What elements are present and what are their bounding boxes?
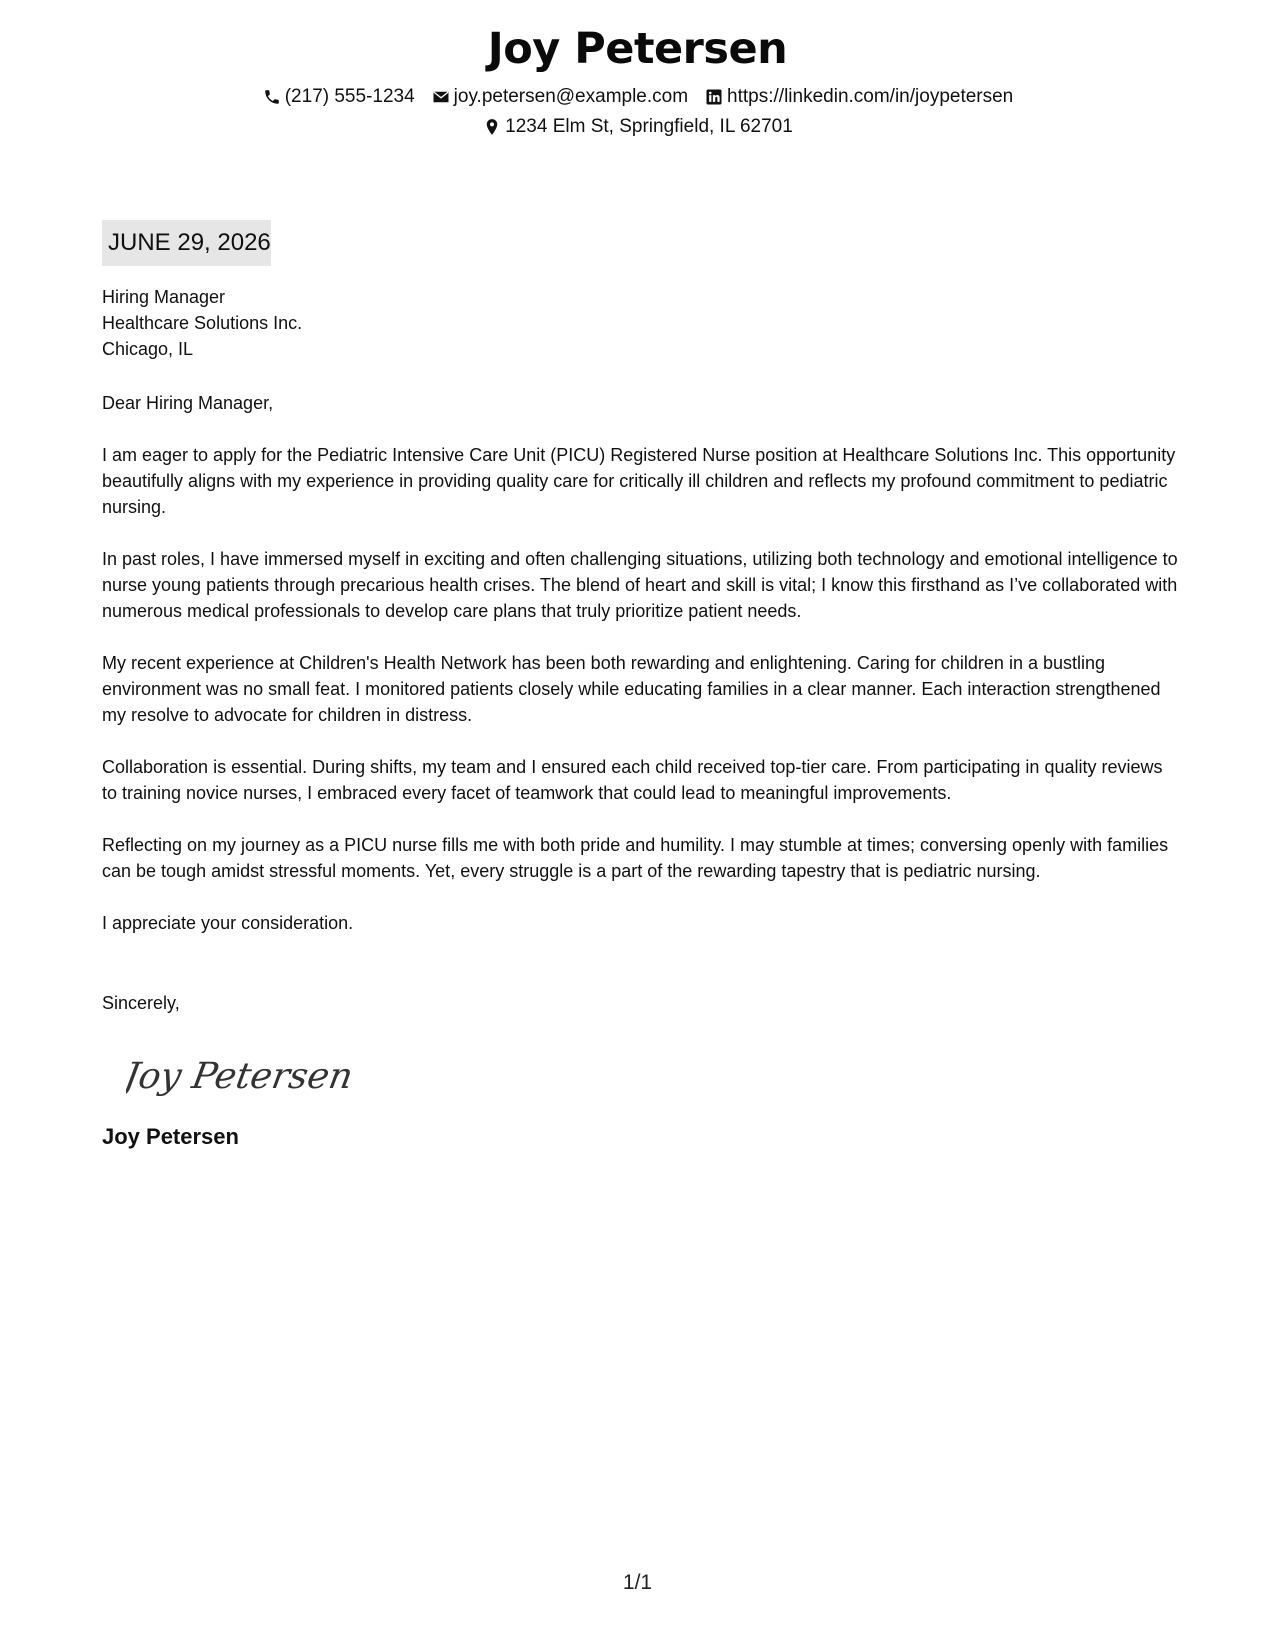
signoff: Sincerely, — [102, 993, 180, 1013]
recipient-location: Chicago, IL — [102, 339, 194, 359]
phone-icon — [262, 87, 282, 107]
applicant-name: Joy Petersen — [487, 24, 788, 74]
letter-header — [0, 20, 1275, 142]
recipient-title: Hiring Manager — [102, 287, 226, 307]
page-number: 1/1 — [622, 1571, 653, 1594]
closing-thanks: I appreciate your consideration. — [102, 913, 354, 933]
phone-text: (217) 555-1234 — [284, 86, 415, 107]
recipient-block — [102, 284, 1182, 362]
address-text: 1234 Elm St, Springfield, IL 62701 — [505, 116, 793, 137]
envelope-icon — [431, 87, 451, 107]
paragraph: I am eager to apply for the Pediatric Intensive Care Unit (PICU) Registered Nurse position at Healthcare Solutions Inc. This opportunity beautifully aligns with my experience in providing quality care for critically ill children and reflects my profound commitment to pediatric nursing. — [102, 445, 1176, 517]
paragraph: Reflecting on my journey as a PICU nurse fills me with both pride and humility. I may stumble at times; conversing openly with families can be tough amidst stressful moments. Yet, every struggle is a part of the rewarding tapestry that is pediatric nursing. — [102, 835, 1169, 881]
contact-row — [0, 82, 1275, 112]
linkedin-icon — [704, 87, 724, 107]
email-text[interactable]: joy.petersen@example.com — [453, 86, 689, 107]
linkedin-contact[interactable] — [704, 82, 1013, 112]
paragraph: My recent experience at Children's Health Network has been both rewarding and enlightening. Caring for children in a bustling environment was no small feat. I monitored patients closely while educating families in a clear manner. Each interaction strengthened my resolve to advocate for children in distress. — [102, 653, 1161, 725]
letter-date: JUNE 29, 2026 — [102, 220, 271, 266]
paragraph: In past roles, I have immersed myself in exciting and often challenging situations, utilizing both technology and emotional intelligence to nurse young patients through precarious health crises. The blend of heart and skill is vital; I know this firsthand as I’ve collaborated with numerous medical professionals to develop care plans that truly prioritize patient needs. — [102, 549, 1178, 621]
handwritten-signature — [126, 1046, 1182, 1106]
paragraph: Collaboration is essential. During shifts, my team and I ensured each child received top-tier care. From participating in quality reviews to training novice nurses, I embraced every facet of teamwork that could lead to meaningful improvements. — [102, 757, 1163, 803]
linkedin-text[interactable]: https://linkedin.com/in/joypetersen — [727, 86, 1014, 107]
address-row — [0, 112, 1275, 142]
signature-script: Joy Petersen — [126, 1054, 357, 1097]
email-contact[interactable] — [431, 82, 688, 112]
salutation: Dear Hiring Manager, — [102, 393, 274, 413]
letter-body — [102, 284, 1182, 1152]
phone-contact — [262, 82, 415, 112]
map-marker-icon — [482, 117, 502, 137]
signer-name: Joy Petersen — [102, 1124, 239, 1149]
recipient-company: Healthcare Solutions Inc. — [102, 313, 303, 333]
address-contact — [482, 112, 793, 142]
